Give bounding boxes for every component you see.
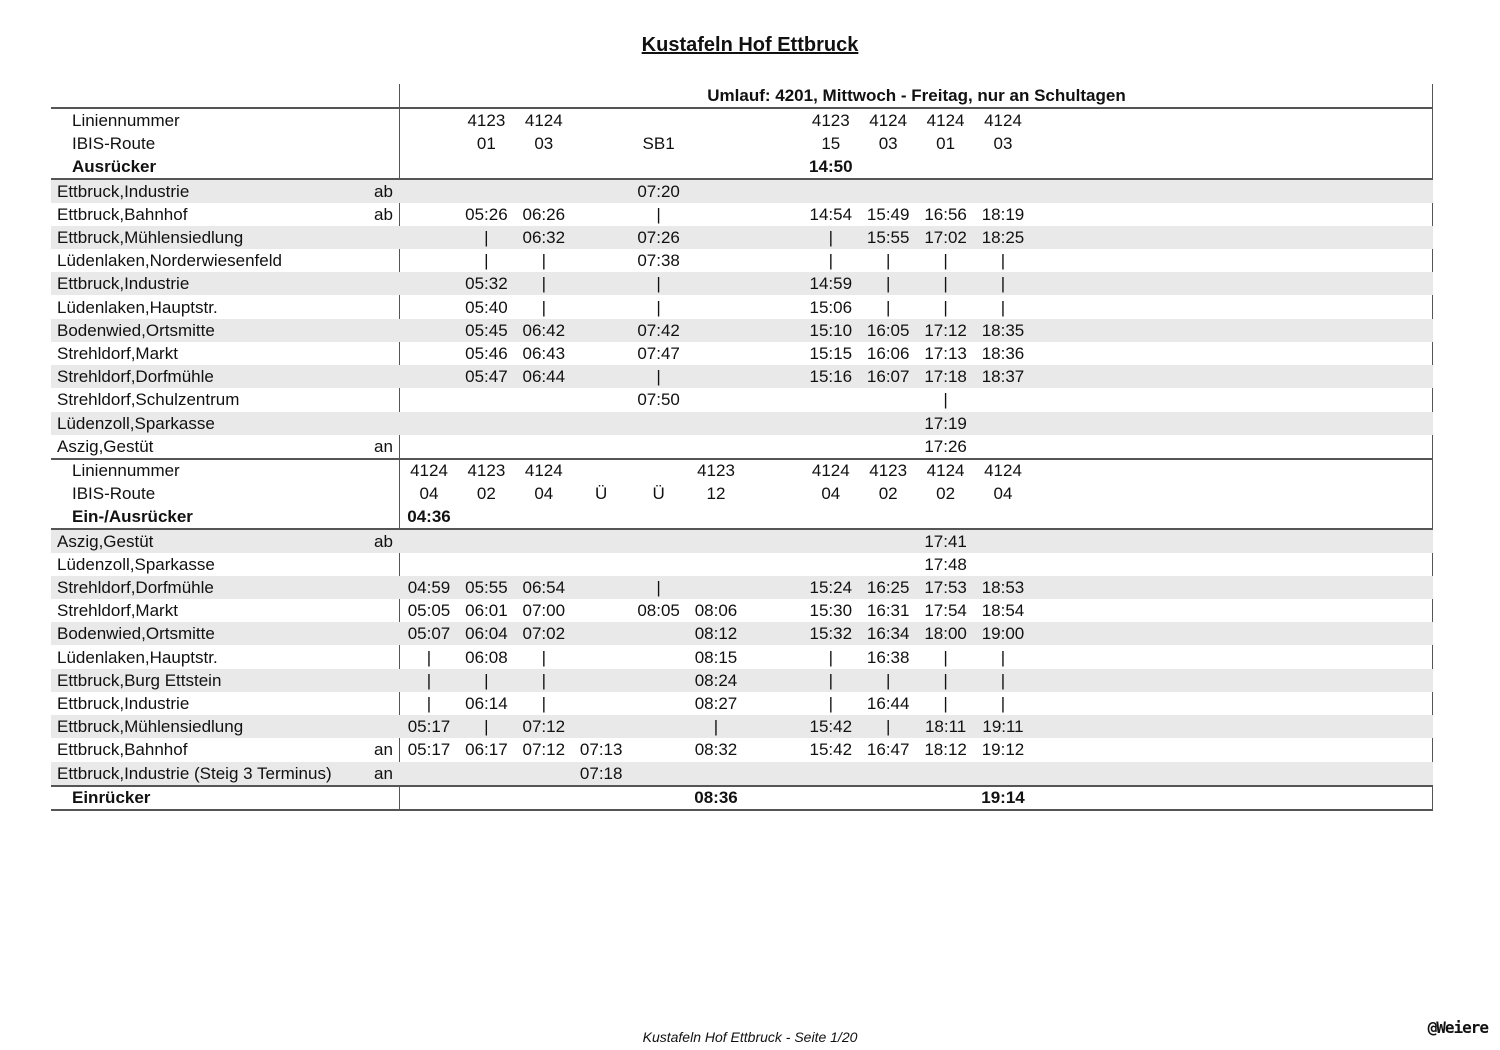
arrival-departure-mark: an — [374, 740, 393, 760]
pass-through-marker: | — [541, 274, 546, 294]
header-label: Liniennummer — [72, 461, 180, 480]
time-cell: 14:50 — [809, 157, 853, 177]
row-background — [51, 180, 1433, 203]
pass-through-marker: | — [943, 694, 948, 713]
time-cell: 05:17 — [407, 740, 451, 760]
time-cell: 19:11 — [982, 717, 1024, 737]
pass-through-marker: | — [484, 228, 489, 247]
stop-name: Strehldorf,Markt — [57, 344, 178, 363]
pass-through-marker: | — [1000, 694, 1006, 713]
pass-through-marker: | — [828, 228, 833, 247]
arrival-departure-mark: ab — [374, 204, 393, 224]
time-cell: Ü — [595, 484, 608, 504]
time-cell: 18:25 — [981, 228, 1025, 247]
time-cell: 18:35 — [981, 320, 1025, 340]
time-cell: 15:10 — [809, 320, 853, 340]
stop-name: Ettbruck,Mühlensiedlung — [57, 228, 244, 247]
row-background — [51, 203, 1433, 226]
pass-through-marker: | — [484, 670, 489, 690]
pass-through-marker: | — [656, 297, 661, 317]
time-cell: 08:15 — [694, 647, 738, 667]
time-cell: 04 — [821, 484, 841, 504]
row-background — [51, 272, 1433, 295]
pass-through-marker: | — [541, 694, 546, 713]
stop-name: Lüdenlaken,Norderwiesenfeld — [57, 251, 282, 271]
header-label: IBIS-Route — [72, 484, 156, 504]
pass-through-marker: | — [1000, 297, 1006, 317]
stop-row — [51, 412, 1433, 435]
time-cell: 17:19 — [924, 413, 967, 433]
stop-row — [51, 692, 1433, 715]
pass-through-marker: | — [1000, 251, 1006, 271]
time-cell: 4124 — [984, 111, 1022, 130]
time-cell: 15:24 — [809, 578, 853, 597]
time-cell: 07:02 — [522, 624, 566, 644]
time-cell: 15:42 — [809, 740, 853, 760]
stop-row — [51, 319, 1433, 342]
time-cell: 4124 — [926, 111, 965, 130]
time-cell: 4124 — [410, 461, 448, 480]
time-cell: 07:12 — [522, 717, 566, 737]
header-row — [51, 132, 1433, 155]
time-cell: 02 — [476, 484, 496, 504]
row-background — [51, 132, 1433, 155]
time-cell: 06:14 — [465, 694, 508, 713]
pass-through-marker: | — [943, 274, 948, 294]
pass-through-marker: | — [1000, 647, 1006, 667]
header-row — [51, 459, 1433, 482]
pass-through-marker: | — [943, 297, 948, 317]
time-cell: 4123 — [697, 461, 735, 480]
time-cell: 06:26 — [522, 204, 566, 224]
pass-through-marker: | — [541, 251, 546, 271]
time-cell: 07:47 — [637, 344, 680, 363]
time-cell: 07:00 — [522, 601, 566, 621]
time-cell: 08:05 — [637, 601, 680, 621]
pass-through-marker: | — [541, 647, 546, 667]
time-cell: 17:41 — [924, 531, 967, 551]
header-label: Liniennummer — [72, 111, 180, 130]
stop-name: Ettbruck,Industrie — [57, 274, 190, 294]
time-cell: 17:26 — [924, 436, 967, 456]
time-cell: 4124 — [869, 111, 908, 130]
time-cell: 15:30 — [809, 601, 853, 621]
stop-row — [51, 576, 1433, 599]
time-cell: 16:05 — [866, 320, 910, 340]
stop-name: Strehldorf,Markt — [57, 601, 178, 621]
arrival-departure-mark: an — [374, 763, 393, 783]
pass-through-marker: | — [943, 390, 948, 410]
time-cell: 4123 — [467, 111, 506, 130]
stop-row — [51, 530, 1433, 553]
stop-row — [51, 646, 1433, 669]
pass-through-marker: | — [885, 274, 891, 294]
time-cell: 18:00 — [924, 624, 967, 644]
header-row — [51, 155, 1433, 178]
time-cell: 15:49 — [866, 204, 910, 224]
time-cell: 08:32 — [694, 740, 738, 760]
stop-row — [51, 388, 1433, 411]
umlauf-header — [400, 84, 1433, 108]
time-cell: 17:12 — [924, 320, 967, 340]
row-background — [51, 388, 1433, 411]
time-cell: 07:20 — [637, 181, 680, 201]
header-row — [51, 109, 1433, 132]
stop-row — [51, 599, 1433, 622]
time-cell: 03 — [534, 134, 554, 154]
time-cell: 16:34 — [866, 624, 910, 644]
pass-through-marker: | — [656, 204, 661, 224]
stop-row — [51, 435, 1433, 458]
einruecker-row — [51, 786, 1433, 809]
pass-through-marker: | — [885, 251, 891, 271]
time-cell: 06:42 — [522, 320, 566, 340]
stop-row — [51, 296, 1433, 319]
stop-row — [51, 203, 1433, 226]
time-cell: 05:07 — [407, 624, 451, 644]
time-cell: 18:19 — [981, 204, 1025, 224]
time-cell: 05:26 — [465, 204, 508, 224]
header-label: Ausrücker — [72, 157, 157, 177]
time-cell: 07:13 — [579, 740, 623, 760]
time-cell: 18:53 — [981, 578, 1025, 597]
time-cell: 4123 — [811, 111, 850, 130]
time-cell: 06:17 — [465, 740, 508, 760]
arrival-departure-mark: ab — [374, 531, 393, 551]
stop-name: Ettbruck,Industrie — [57, 181, 190, 201]
time-cell: 17:53 — [924, 578, 967, 597]
time-cell: 04 — [993, 484, 1013, 504]
umlauf-title: Umlauf: 4201, Mittwoch - Freitag, nur an Schultagen — [707, 86, 1126, 105]
arrival-departure-mark: an — [374, 436, 393, 456]
pass-through-marker: | — [828, 647, 833, 667]
stop-name: Ettbruck,Mühlensiedlung — [57, 717, 244, 737]
stop-name: Aszig,Gestüt — [57, 436, 154, 456]
time-cell: 18:36 — [981, 344, 1025, 363]
pass-through-marker: | — [541, 670, 546, 690]
pass-through-marker: | — [943, 647, 948, 667]
header-row — [51, 482, 1433, 505]
time-cell: 16:07 — [866, 367, 910, 387]
time-cell: 06:43 — [522, 344, 566, 363]
pass-through-marker: | — [885, 297, 891, 317]
time-cell: 05:17 — [407, 717, 451, 737]
time-cell: 4124 — [984, 461, 1022, 480]
time-cell: 12 — [706, 484, 726, 504]
stop-name: Bodenwied,Ortsmitte — [57, 320, 215, 340]
stop-name: Ettbruck,Bahnhof — [57, 204, 188, 224]
time-cell: 04:59 — [407, 578, 451, 597]
stop-row — [51, 553, 1433, 576]
time-cell: 4124 — [524, 461, 563, 480]
time-cell: 18:37 — [981, 367, 1025, 387]
pass-through-marker: | — [828, 670, 833, 690]
pass-through-marker: | — [1000, 274, 1006, 294]
time-cell: 18:12 — [924, 740, 967, 760]
pass-through-marker: | — [1000, 670, 1006, 690]
time-cell: 16:25 — [866, 578, 910, 597]
stop-row — [51, 342, 1433, 365]
time-cell: 07:50 — [637, 390, 680, 410]
time-cell: 17:54 — [924, 601, 967, 621]
time-cell: 15:42 — [809, 717, 853, 737]
time-cell: 08:27 — [694, 694, 738, 713]
time-cell: 17:48 — [924, 554, 967, 574]
row-background — [51, 530, 1433, 553]
time-cell: 18:11 — [924, 717, 967, 737]
time-cell: 16:38 — [866, 647, 910, 667]
einruecker-time: 19:14 — [981, 787, 1025, 807]
pass-through-marker: | — [656, 274, 661, 294]
pass-through-marker: | — [885, 670, 891, 690]
row-background — [51, 109, 1433, 132]
row-background — [51, 342, 1433, 365]
header-label: Ein-/Ausrücker — [72, 507, 193, 527]
pass-through-marker: | — [943, 251, 948, 271]
time-cell: 19:12 — [981, 740, 1025, 760]
time-cell: 06:01 — [465, 601, 508, 621]
time-cell: 15:16 — [809, 367, 853, 387]
time-cell: 02 — [936, 484, 956, 504]
time-cell: 07:12 — [522, 740, 566, 760]
time-cell: 17:02 — [924, 228, 967, 247]
pass-through-marker: | — [484, 717, 489, 737]
time-cell: 03 — [878, 134, 898, 154]
pass-through-marker: | — [656, 578, 661, 597]
page-title: Kustafeln Hof Ettbruck — [641, 34, 859, 56]
time-cell: 03 — [993, 134, 1013, 154]
pass-through-marker: | — [426, 670, 432, 690]
stop-name: Ettbruck,Industrie (Steig 3 Terminus) — [57, 763, 332, 783]
time-cell: 16:47 — [866, 740, 910, 760]
time-cell: 15:15 — [809, 344, 853, 363]
time-cell: 16:44 — [866, 694, 910, 713]
time-cell: 05:40 — [465, 297, 508, 317]
row-background — [51, 296, 1433, 319]
time-cell: 15:06 — [809, 297, 853, 317]
stop-name: Bodenwied,Ortsmitte — [57, 624, 215, 644]
stop-row — [51, 669, 1433, 692]
time-cell: 05:55 — [465, 578, 508, 597]
time-cell: 04 — [534, 484, 554, 504]
time-cell: 05:45 — [465, 320, 508, 340]
stop-name: Ettbruck,Burg Ettstein — [57, 670, 222, 690]
stop-name: Ettbruck,Industrie — [57, 694, 190, 713]
time-cell: 07:42 — [637, 320, 680, 340]
time-cell: 01 — [936, 134, 956, 154]
row-background — [51, 155, 1433, 178]
stop-row — [51, 715, 1433, 738]
stop-row — [51, 365, 1433, 388]
time-cell: 17:13 — [924, 344, 967, 363]
pass-through-marker: | — [828, 251, 833, 271]
time-cell: 05:47 — [465, 367, 508, 387]
row-background — [51, 553, 1433, 576]
time-cell: 06:32 — [522, 228, 566, 247]
stop-name: Ettbruck,Bahnhof — [57, 740, 188, 760]
brand-logo: @Weiere — [1427, 1018, 1488, 1037]
stop-name: Aszig,Gestüt — [57, 531, 154, 551]
header-label: IBIS-Route — [72, 134, 156, 154]
time-cell: 14:59 — [809, 274, 853, 294]
time-cell: SB1 — [642, 134, 675, 154]
stop-row — [51, 249, 1433, 272]
time-cell: 18:54 — [981, 601, 1025, 621]
time-cell: 15 — [821, 134, 841, 154]
time-cell: 05:46 — [465, 344, 508, 363]
stop-name: Strehldorf,Dorfmühle — [57, 367, 214, 387]
stop-name: Lüdenlaken,Hauptstr. — [57, 297, 218, 317]
time-cell: 06:04 — [465, 624, 508, 644]
row-divider — [51, 809, 1433, 811]
stop-name: Strehldorf,Dorfmühle — [57, 578, 214, 597]
pass-through-marker: | — [426, 647, 432, 667]
time-cell: 06:44 — [522, 367, 566, 387]
time-cell: 16:56 — [924, 204, 967, 224]
page-footer: Kustafeln Hof Ettbruck - Seite 1/20 — [642, 1029, 858, 1045]
time-cell: 04:36 — [407, 507, 451, 527]
pass-through-marker: | — [426, 694, 432, 713]
time-cell: 4123 — [869, 461, 908, 480]
time-cell: 02 — [878, 484, 898, 504]
time-cell: 4124 — [811, 461, 850, 480]
time-cell: Ü — [652, 484, 665, 504]
time-cell: 15:32 — [809, 624, 853, 644]
time-cell: 06:08 — [465, 647, 508, 667]
stop-row — [51, 272, 1433, 295]
time-cell: 01 — [476, 134, 496, 154]
stop-row — [51, 622, 1433, 645]
stop-row — [51, 762, 1433, 785]
header-row — [51, 505, 1433, 528]
stop-name: Lüdenzoll,Sparkasse — [57, 413, 215, 433]
time-cell: 08:24 — [694, 670, 738, 690]
time-cell: 4124 — [524, 111, 563, 130]
pass-through-marker: | — [541, 297, 546, 317]
row-background — [51, 319, 1433, 342]
time-cell: 05:32 — [465, 274, 508, 294]
time-cell: 17:18 — [924, 367, 967, 387]
arrival-departure-mark: ab — [374, 181, 393, 201]
time-cell: 14:54 — [809, 204, 853, 224]
time-cell: 15:55 — [866, 228, 910, 247]
stop-row — [51, 226, 1433, 249]
row-background — [51, 576, 1433, 599]
time-cell: 19:00 — [981, 624, 1025, 644]
pass-through-marker: | — [885, 717, 891, 737]
pass-through-marker: | — [713, 717, 719, 737]
time-cell: 08:12 — [694, 624, 738, 644]
time-cell: 06:54 — [522, 578, 566, 597]
time-cell: 4124 — [926, 461, 965, 480]
row-background — [51, 226, 1433, 249]
row-background — [51, 365, 1433, 388]
time-cell: 05:05 — [407, 601, 451, 621]
pass-through-marker: | — [656, 367, 661, 387]
stop-row — [51, 180, 1433, 203]
time-cell: 16:06 — [866, 344, 910, 363]
time-cell: 16:31 — [866, 601, 910, 621]
time-cell: 07:18 — [579, 763, 623, 783]
pass-through-marker: | — [484, 251, 489, 271]
time-cell: 04 — [419, 484, 439, 504]
time-cell: 07:38 — [637, 251, 680, 271]
pass-through-marker: | — [943, 670, 948, 690]
row-background — [51, 435, 1433, 458]
einruecker-label: Einrücker — [72, 787, 151, 807]
stop-row — [51, 738, 1433, 761]
einruecker-time: 08:36 — [694, 787, 738, 807]
time-cell: 08:06 — [694, 601, 738, 621]
row-background — [51, 412, 1433, 435]
time-cell: 4123 — [467, 461, 506, 480]
stop-name: Lüdenlaken,Hauptstr. — [57, 647, 218, 667]
pass-through-marker: | — [828, 694, 833, 713]
stop-name: Lüdenzoll,Sparkasse — [57, 554, 215, 574]
time-cell: 07:26 — [637, 228, 680, 247]
stop-name: Strehldorf,Schulzentrum — [57, 390, 240, 410]
row-background — [51, 505, 1433, 528]
